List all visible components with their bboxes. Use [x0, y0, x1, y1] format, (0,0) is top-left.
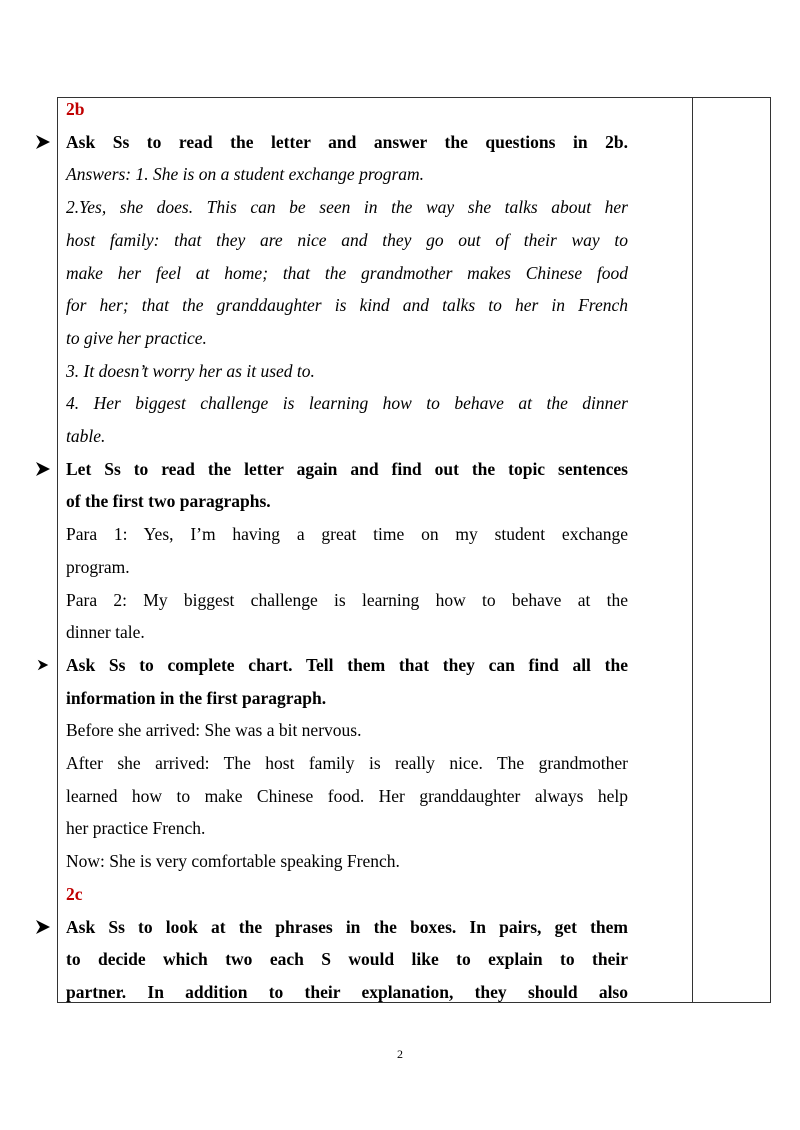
- text-line: Para 2: My biggest challenge is learning how to behave at the: [66, 589, 628, 610]
- text-line: information in the first paragraph.: [66, 687, 327, 708]
- text-line: her practice French.: [66, 818, 206, 839]
- text-line: make her feel at home; that the grandmother makes Chinese food: [66, 262, 628, 283]
- text-line: 4. Her biggest challenge is learning how to behave at the dinner: [66, 393, 628, 414]
- page-number: 2: [397, 1047, 403, 1061]
- text-line: Now: She is very comfortable speaking French.: [66, 851, 400, 872]
- text-line: host family: that they are nice and they go out of their way to: [66, 229, 628, 250]
- text-line: After she arrived: The host family is really nice. The grandmother: [66, 753, 628, 773]
- bullet-arrow-icon: [35, 134, 51, 150]
- text-line: table.: [66, 426, 106, 446]
- section-heading: 2b: [66, 99, 85, 119]
- text-line: to give her practice.: [66, 327, 207, 348]
- text-line: 2.Yes, she does. This can be seen in the way she talks about her: [66, 197, 628, 218]
- text-line: Ask Ss to read the letter and answer the questions in 2b.: [66, 131, 628, 152]
- bullet-arrow-shape: [36, 462, 50, 476]
- text-line: Let Ss to read the letter again and find out the topic sentences: [66, 458, 628, 479]
- text-line: Before she arrived: She was a bit nervous.: [66, 720, 362, 741]
- text-line: learned how to make Chinese food. Her granddaughter always help: [66, 785, 628, 806]
- text-line: partner. In addition to their explanation, they should also: [66, 981, 628, 1002]
- bullet-arrow-icon: [35, 461, 51, 477]
- text-line: Ask Ss to complete chart. Tell them that they can find all the: [66, 654, 628, 675]
- bullet-arrow-icon: [37, 659, 49, 671]
- bullet-arrow-shape: [38, 660, 49, 671]
- bullet-arrow-shape: [36, 135, 50, 149]
- bullet-arrow-icon: [35, 919, 51, 935]
- lesson-table: [57, 97, 771, 1003]
- section-heading: 2c: [66, 883, 83, 904]
- text-line: of the first two paragraphs.: [66, 491, 271, 512]
- text-line: program.: [66, 556, 130, 577]
- text-line: 3. It doesn’t worry her as it used to.: [66, 360, 315, 381]
- text-line: to decide which two each S would like to explain to their: [66, 949, 628, 970]
- text-line: Answers: 1. She is on a student exchange program.: [66, 164, 425, 185]
- text-line: Para 1: Yes, I’m having a great time on my student exchange: [66, 524, 628, 545]
- text-line: for her; that the granddaughter is kind and talks to her in French: [66, 295, 628, 316]
- text-line: Ask Ss to look at the phrases in the boxes. In pairs, get them: [66, 916, 628, 937]
- text-line: dinner tale.: [66, 622, 145, 643]
- bullet-arrow-shape: [36, 920, 50, 934]
- column-divider: [692, 98, 693, 1002]
